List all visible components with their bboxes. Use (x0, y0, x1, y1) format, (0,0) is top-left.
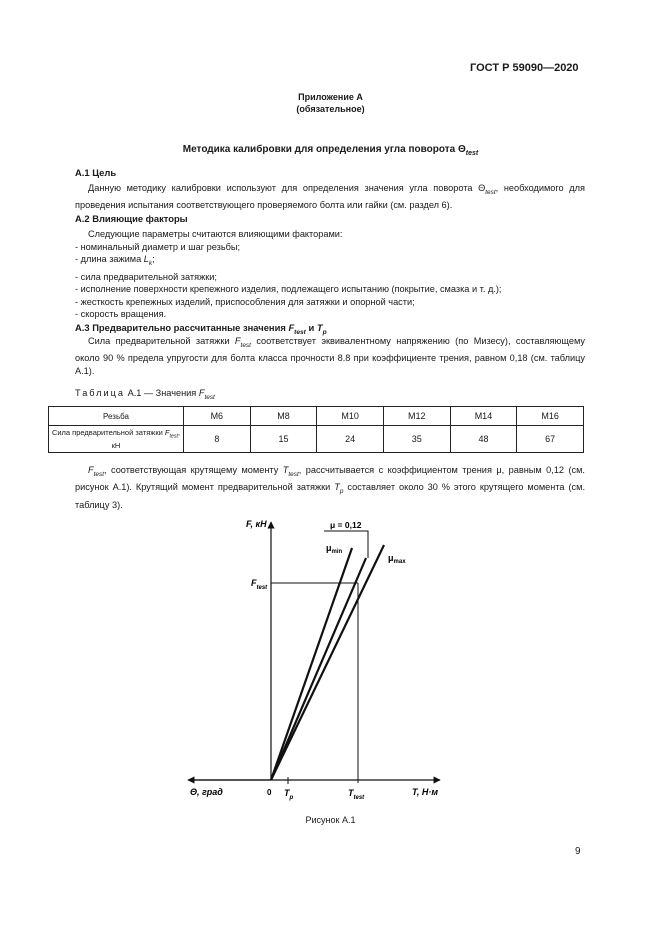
table-header-cell: Резьба (49, 407, 184, 426)
after-t: T (282, 465, 289, 475)
standard-number: ГОСТ Р 59090—2020 (470, 62, 579, 74)
a3-text-part2: соответствует эквивалентному напряжению (по Мизесу), составляющему около 90 % предела упругости для болта класса прочности 8.8 при коэффициенте трения, равном 0,18 (см. таблицу А.1). (75, 336, 585, 377)
main-title-sub: test (465, 150, 479, 157)
table-caption-f: F (198, 388, 205, 398)
table-cell: 35 (383, 426, 450, 453)
a3-heading-text: А.3 Предварительно рассчитанные значения (75, 322, 289, 333)
after-text-1: , соответствующая крутящему моменту (104, 465, 283, 475)
after-text-3: составляет около 30 % этого крутящего момента (см. таблицу 3). (75, 482, 585, 510)
list-item: - исполнение поверхности крепежного изделия, подлежащего испытанию (покрытие, смазка и т. д.); (75, 284, 502, 295)
table-cell: 8 (184, 426, 251, 453)
mu-012-label: μ = 0,12 (330, 520, 362, 530)
table-caption-text: А.1 — Значения (125, 388, 199, 398)
mu-012-line (271, 558, 366, 780)
row-label-text: Сила предварительной затяжки (51, 427, 165, 437)
a3-heading-fsub: test (294, 328, 306, 336)
x-axis-right-label: T, Н·м (412, 787, 438, 797)
mu-min-main: μ (326, 543, 332, 553)
after-f: F (88, 465, 94, 475)
after-tp: T (334, 482, 340, 493)
after-text-2: , рассчитывается с коэффициентом трения μ, равным 0,12 (см. рисунок А.1). Крутящий момент предварительной затяжки (75, 465, 585, 493)
a3-heading-t: T (316, 322, 323, 333)
tp-sub: p (289, 795, 294, 801)
ftest-sub: test (256, 585, 268, 591)
list-item-end: ; (152, 254, 155, 265)
a1-text-sub: test (485, 188, 496, 196)
mu-min-sub: min (331, 549, 343, 555)
a3-text-part1: Сила предварительной затяжки (88, 336, 235, 346)
after-fsub: test (93, 470, 105, 478)
mu-max-sub: max (393, 559, 406, 565)
a1-text-part2: , необходимого для проведения испытания соответствующего проверяемого болта или гайки (см. раздел 6). (75, 183, 586, 211)
table-header-cell: М10 (317, 407, 384, 426)
table-header-cell: М14 (450, 407, 517, 426)
table-header-cell: М16 (517, 407, 584, 426)
list-item: - сила предварительной затяжки; (75, 271, 217, 282)
ttest-main: T (348, 788, 354, 798)
after-tpsub: p (339, 488, 344, 496)
table-header-cell: М8 (250, 407, 317, 426)
tp-main: T (284, 788, 290, 798)
mu-min-label (326, 543, 343, 555)
section-a1-heading: А.1 Цель (75, 167, 117, 178)
a3-text-fsub: test (240, 341, 251, 349)
section-a2-heading: А.2 Влияющие факторы (75, 213, 188, 224)
table-header-cell: М6 (184, 407, 251, 426)
row-label-f: F (164, 427, 170, 437)
table-header-cell: М12 (383, 407, 450, 426)
x-axis-left-label: Θ, град (190, 787, 223, 797)
table-cell: 48 (450, 426, 517, 453)
a3-text-f: F (234, 336, 241, 346)
a2-intro: Следующие параметры считаются влияющими факторами: (88, 229, 343, 239)
mu-max-main: μ (388, 553, 394, 563)
table-cell: 15 (250, 426, 317, 453)
list-item-text: - длина зажима (75, 254, 144, 265)
ttest-sub: test (353, 795, 365, 801)
after-tsub: test (288, 470, 299, 478)
symbol-l-sub: k (148, 260, 153, 268)
a3-heading-and: и (305, 322, 317, 333)
main-title-text: Методика калибровки для определения угла поворота Θ (182, 144, 466, 155)
symbol-l: L (143, 254, 149, 265)
row-label-fsub: test (169, 433, 178, 440)
a1-text-part1: Данную методику калибровки используют для определения значения угла поворота Θ (88, 183, 486, 193)
table-caption-fsub: test (204, 393, 215, 401)
figure-caption: Рисунок А.1 (305, 815, 356, 825)
table-caption-word: Таблица (75, 388, 126, 398)
row-label-unit: , кН (111, 427, 181, 451)
ttest-label (348, 788, 365, 801)
mu-max-line (271, 545, 384, 780)
mu-max-label (388, 553, 406, 565)
appendix-status: (обязательное) (296, 104, 365, 114)
table-cell: 67 (517, 426, 584, 453)
appendix-title: Приложение А (298, 92, 363, 102)
list-item: - жесткость крепежных изделий, приспособления для затяжки и опорной части; (75, 296, 415, 307)
a3-heading-tsub: p (322, 328, 327, 336)
origin-label: 0 (267, 788, 272, 797)
list-item: - номинальный диаметр и шаг резьбы; (75, 241, 241, 252)
ftest-label (251, 578, 268, 591)
a3-heading-f: F (288, 322, 295, 333)
list-item: - скорость вращения. (75, 309, 167, 320)
page-number: 9 (575, 846, 581, 857)
ftest-main: F (251, 578, 257, 588)
y-axis-label: F, кН (246, 519, 267, 529)
table-cell: 24 (317, 426, 384, 453)
tp-label (284, 788, 294, 801)
